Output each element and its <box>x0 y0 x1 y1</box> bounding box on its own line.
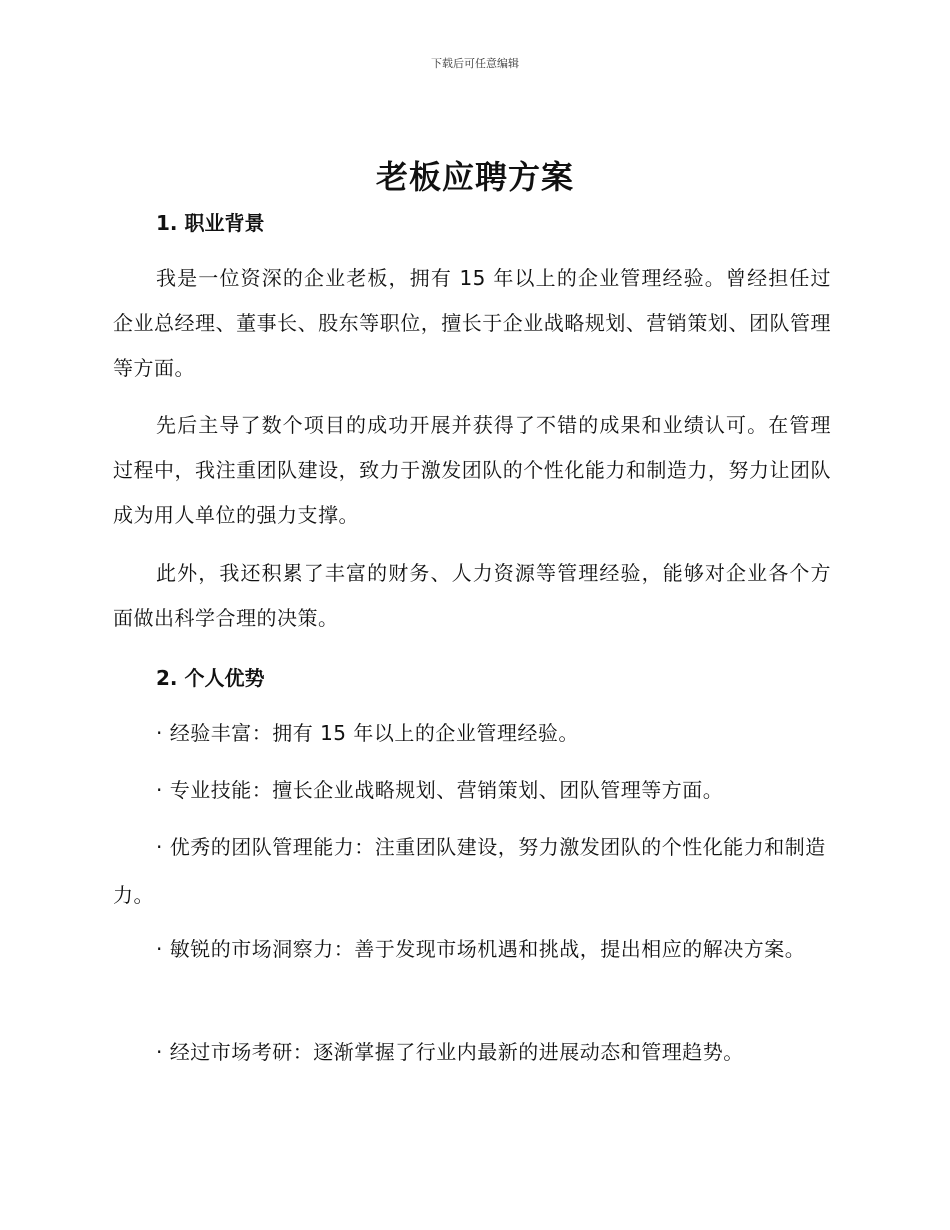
section-heading-career-background: 1. 职业背景 <box>156 211 265 235</box>
paragraph-career-2: 先后主导了数个项目的成功开展并获得了不错的成果和业绩认可。在管理过程中，我注重团队建设，致力于激发团队的个性化能力和制造力，努力让团队成为用人单位的强力支撑。 <box>113 413 831 527</box>
section-heading-personal-strengths: 2. 个人优势 <box>156 666 265 690</box>
strength-bullet-experience: · 经验丰富：拥有 15 年以上的企业管理经验。 <box>156 721 579 745</box>
strength-bullet-market-research: · 经过市场考研：逐渐掌握了行业内最新的进展动态和管理趋势。 <box>156 1040 744 1064</box>
strength-bullet-market-insight: · 敏锐的市场洞察力：善于发现市场机遇和挑战，提出相应的解决方案。 <box>156 937 806 961</box>
document-title: 老板应聘方案 <box>375 158 574 196</box>
paragraph-career-1: 我是一位资深的企业老板，拥有 15 年以上的企业管理经验。曾经担任过企业总经理、董事长、股东等职位，擅长于企业战略规划、营销策划、团队管理等方面。 <box>113 266 831 380</box>
paragraph-career-3: 此外，我还积累了丰富的财务、人力资源等管理经验，能够对企业各个方面做出科学合理的决策。 <box>113 561 831 630</box>
strength-bullet-team-management: · 优秀的团队管理能力：注重团队建设，努力激发团队的个性化能力和制造力。 <box>113 835 826 907</box>
header-note: 下载后可任意编辑 <box>431 57 519 70</box>
strength-bullet-skills: · 专业技能：擅长企业战略规划、营销策划、团队管理等方面。 <box>156 778 724 802</box>
